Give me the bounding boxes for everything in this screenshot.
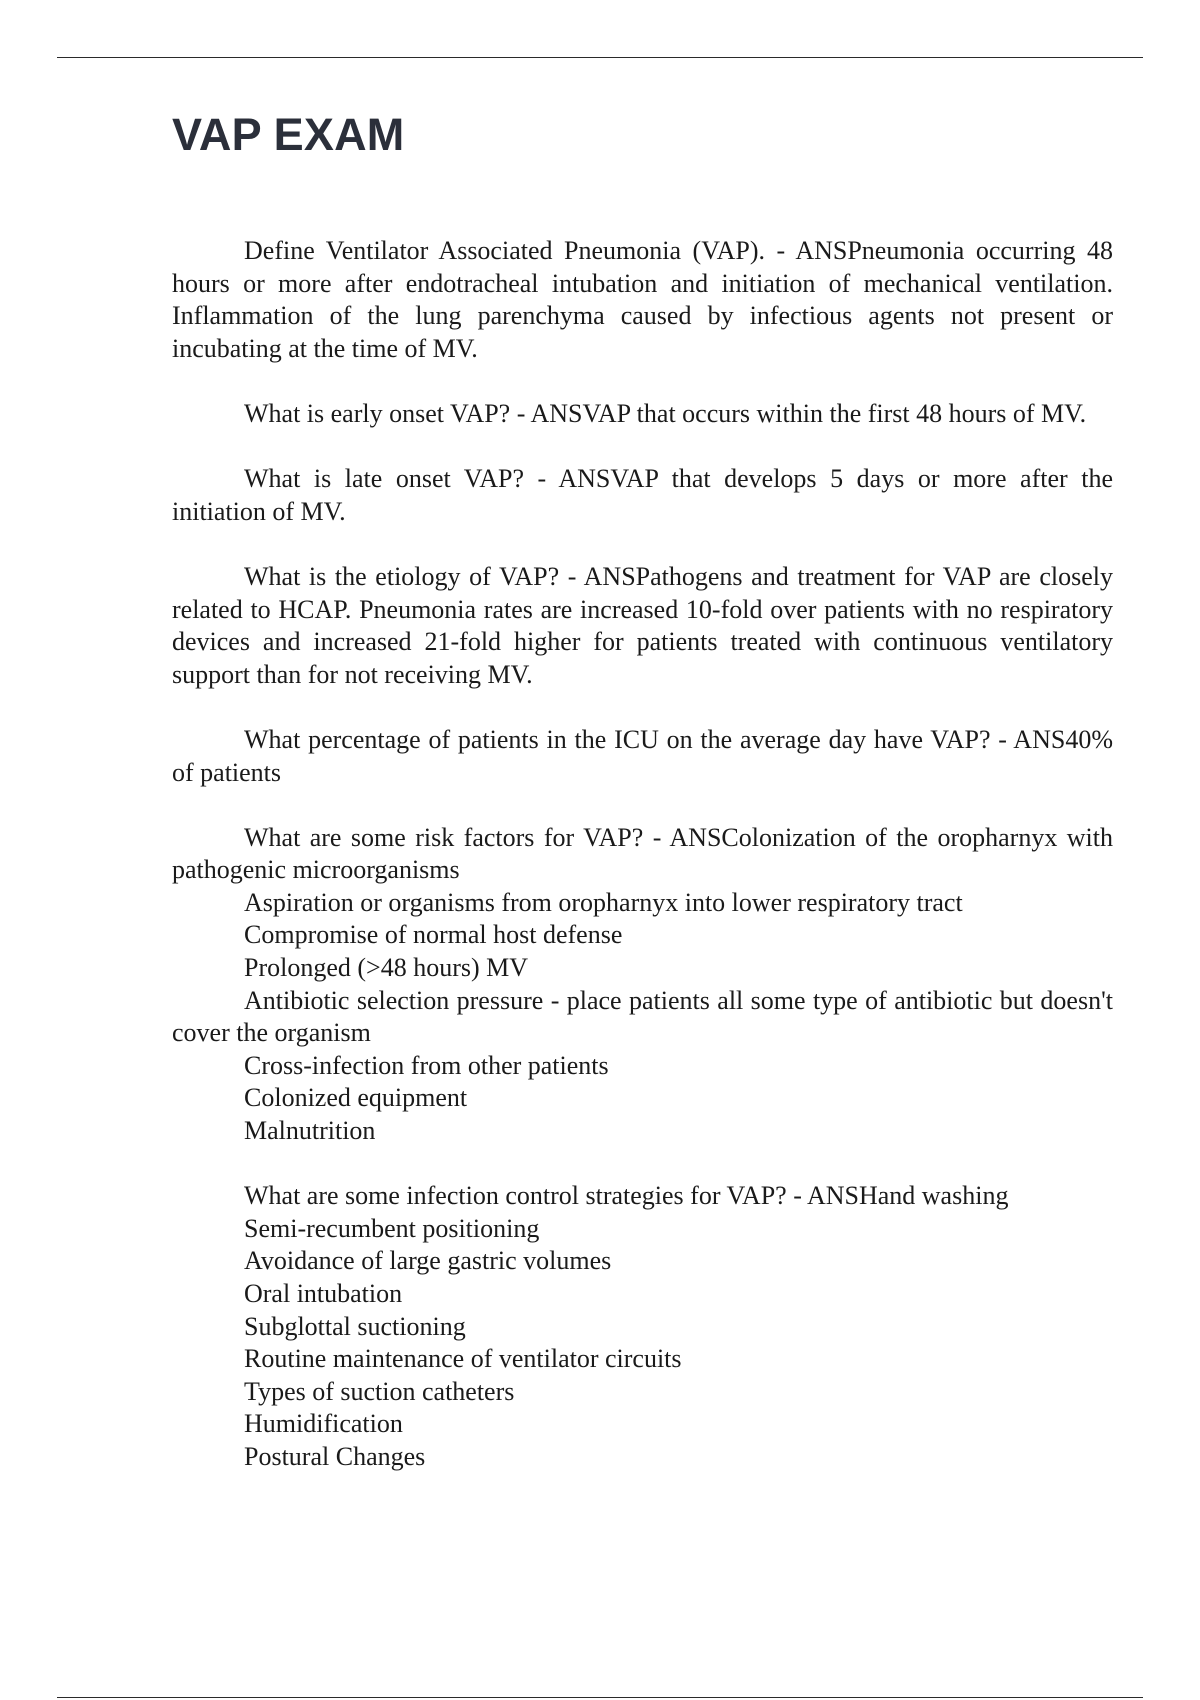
qa-question-line: What are some infection control strategies for VAP? - ANSHand washing [244, 1181, 1009, 1211]
top-rule [57, 57, 1143, 58]
qa-answer-line: Humidification [244, 1409, 403, 1439]
qa-question: What are some risk factors for VAP? [244, 822, 644, 852]
qa-question-line: What is early onset VAP? - ANSVAP that occurs within the first 48 hours of MV. [244, 398, 1087, 428]
qa-question-line: What is late onset VAP? - ANSVAP that develops 5 days or more after the initiation of MV. [172, 464, 1113, 526]
qa-answer-line: Subglottal suctioning [244, 1311, 466, 1341]
qa-answer-line: Semi-recumbent positioning [244, 1213, 540, 1243]
qa-answer-line: Compromise of normal host defense [244, 920, 623, 950]
qa-question: What percentage of patients in the ICU on the average day have VAP? [244, 724, 991, 754]
qa-answer-line: Colonization of the oropharnyx with pathogenic microorganisms [172, 822, 1113, 885]
qa-answer-line: Colonized equipment [244, 1083, 468, 1113]
qa-answer-line: Hand washing [858, 1181, 1009, 1211]
qa-answer-line: Routine maintenance of ventilator circuits [244, 1344, 682, 1374]
qa-item [172, 561, 1113, 691]
qa-list [172, 235, 1113, 1506]
qa-answer-line: 40% of patients [172, 724, 1113, 787]
document-title: VAP EXAM [172, 109, 405, 160]
qa-item [172, 398, 1113, 431]
qa-answer-line: Prolonged (>48 hours) MV [244, 953, 529, 983]
qa-answer-line: VAP that develops 5 days or more after the initiation of MV. [172, 464, 1113, 526]
qa-item [172, 724, 1113, 789]
qa-answer-line: VAP that occurs within the first 48 hours of MV. [582, 398, 1087, 428]
qa-answer-line: Cross-infection from other patients [244, 1050, 609, 1080]
qa-question: Define Ventilator Associated Pneumonia (VAP). [244, 236, 766, 265]
qa-item [172, 1180, 1113, 1473]
qa-question: What is late onset VAP? [244, 464, 524, 494]
bottom-rule [57, 1697, 1143, 1698]
qa-item [172, 463, 1113, 528]
qa-answer-line: Antibiotic selection pressure - place patients all some type of antibiotic but doesn't cover the organism [172, 985, 1113, 1048]
qa-question: What is the etiology of VAP? [244, 561, 560, 591]
qa-answer-line: Pathogens and treatment for VAP are closely related to HCAP. Pneumonia rates are increased 10-fold over patients with no respiratory devices and increased 21-fold higher for patients treated with continuous ventilatory support than for not receiving MV. [172, 561, 1113, 689]
qa-question-line: What are some risk factors for VAP? - ANSColonization of the oropharnyx with pathogenic microorganisms [172, 822, 1113, 885]
qa-answer-line: Malnutrition [244, 1116, 376, 1146]
qa-answer-line: Pneumonia occurring 48 hours or more after endotracheal intubation and initiation of mechanical ventilation. Inflammation of the lung parenchyma caused by infectious agents not present or incubating at the time of MV. [172, 236, 1113, 363]
qa-question-line: Define Ventilator Associated Pneumonia (VAP). - ANSPneumonia occurring 48 hours or more after endotracheal intubation and initiation of mechanical ventilation. Inflammation of the lung parenchyma caused by infectious agents not present or incubating at the time of MV. [172, 236, 1113, 363]
qa-answer-line: Types of suction catheters [244, 1376, 515, 1406]
qa-question: What is early onset VAP? [244, 398, 511, 428]
qa-question-line: What percentage of patients in the ICU on the average day have VAP? - ANS40% of patients [172, 724, 1113, 787]
qa-answer-line: Postural Changes [244, 1441, 426, 1471]
qa-question-line: What is the etiology of VAP? - ANSPathogens and treatment for VAP are closely related to HCAP. Pneumonia rates are increased 10-fold over patients with no respiratory devices and increased 21-fold higher for patients treated with continuous ventilatory support than for not receiving MV. [172, 561, 1113, 689]
qa-answer-line: Aspiration or organisms from oropharnyx into lower respiratory tract [244, 887, 963, 917]
qa-item [172, 822, 1113, 1148]
qa-question: What are some infection control strategies for VAP? [244, 1181, 787, 1211]
qa-item [172, 235, 1113, 365]
qa-answer-line: Avoidance of large gastric volumes [244, 1246, 612, 1276]
qa-answer-line: Oral intubation [244, 1279, 403, 1308]
